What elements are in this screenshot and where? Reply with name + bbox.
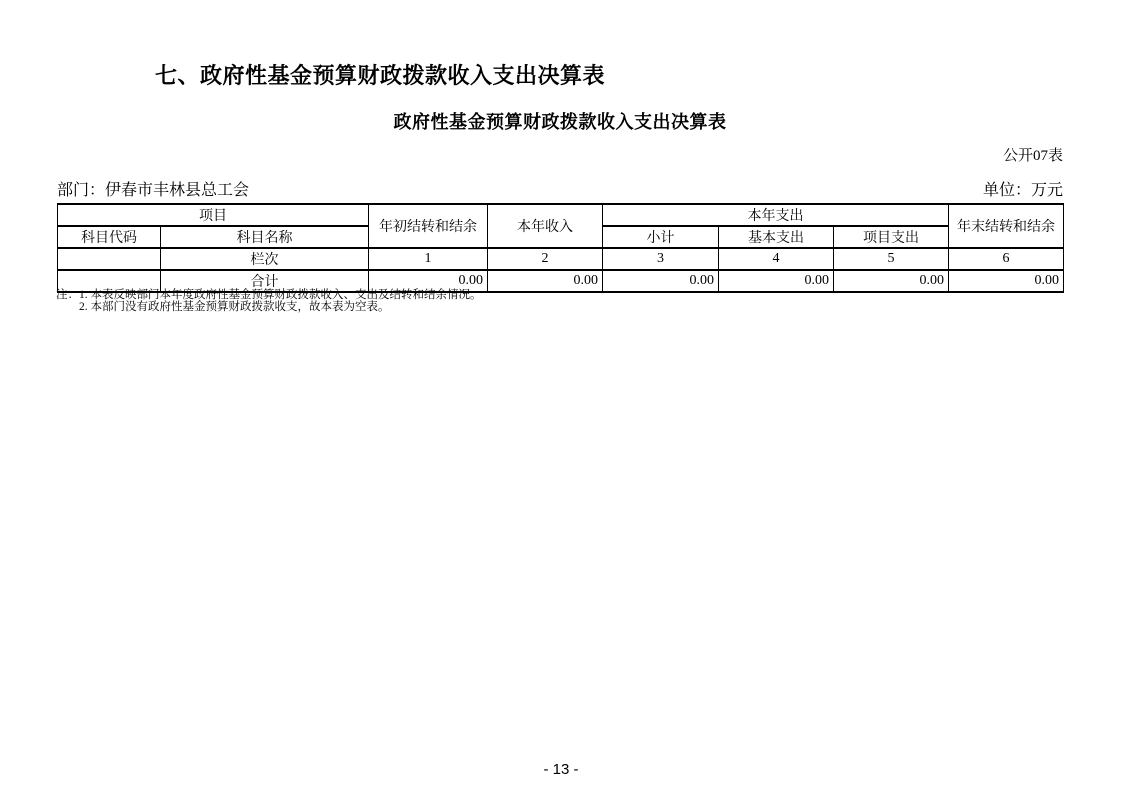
total-project-expense: 0.00 xyxy=(834,270,949,292)
index-cell-6: 6 xyxy=(949,248,1064,270)
header-end-balance: 年末结转和结余 xyxy=(949,204,1064,248)
index-cell-3: 3 xyxy=(603,248,719,270)
column-index-row xyxy=(58,248,1064,270)
header-project-expense: 项目支出 xyxy=(834,226,949,248)
header-row-1 xyxy=(58,204,1064,226)
header-basic-expense: 基本支出 xyxy=(719,226,834,248)
table-code-label: 公开07表 xyxy=(1002,148,1063,164)
index-code-cell xyxy=(58,248,161,270)
total-end-balance: 0.00 xyxy=(949,270,1064,292)
notes xyxy=(56,290,482,313)
total-current-income: 0.00 xyxy=(488,270,603,292)
header-subtotal: 小计 xyxy=(603,226,719,248)
note-line-1: 1. 本表反映部门本年度政府性基金预算财政拨款收入、支出及结转和结余情况。 xyxy=(79,289,482,301)
index-cell-5: 5 xyxy=(834,248,949,270)
meta-row xyxy=(57,181,1063,200)
header-subject-name: 科目名称 xyxy=(161,226,369,248)
note-line-2: 2. 本部门没有政府性基金预算财政拨款收支，故本表为空表。 xyxy=(79,300,390,313)
section-heading: 七、政府性基金预算财政拨款收入支出决算表 xyxy=(155,63,606,88)
header-current-income: 本年收入 xyxy=(488,204,603,248)
fund-budget-table xyxy=(57,203,1064,293)
total-begin-balance: 0.00 xyxy=(369,270,488,292)
page-number: - 13 - xyxy=(543,761,579,778)
header-project: 项目 xyxy=(58,204,369,226)
index-cell-1: 1 xyxy=(369,248,488,270)
index-cell-2: 2 xyxy=(488,248,603,270)
notes-prefix: 注： xyxy=(56,289,79,301)
header-subject-code: 科目代码 xyxy=(58,226,161,248)
unit-label: 单位：万元 xyxy=(982,182,1063,199)
total-subtotal: 0.00 xyxy=(603,270,719,292)
department-label: 部门：伊春市丰林县总工会 xyxy=(57,182,250,199)
index-label-cell: 栏次 xyxy=(161,248,369,270)
header-current-expense: 本年支出 xyxy=(603,204,949,226)
total-label-cell: 合计 xyxy=(161,270,369,292)
index-cell-4: 4 xyxy=(719,248,834,270)
header-begin-balance: 年初结转和结余 xyxy=(369,204,488,248)
total-basic-expense: 0.00 xyxy=(719,270,834,292)
table-title: 政府性基金预算财政拨款收入支出决算表 xyxy=(393,112,727,132)
